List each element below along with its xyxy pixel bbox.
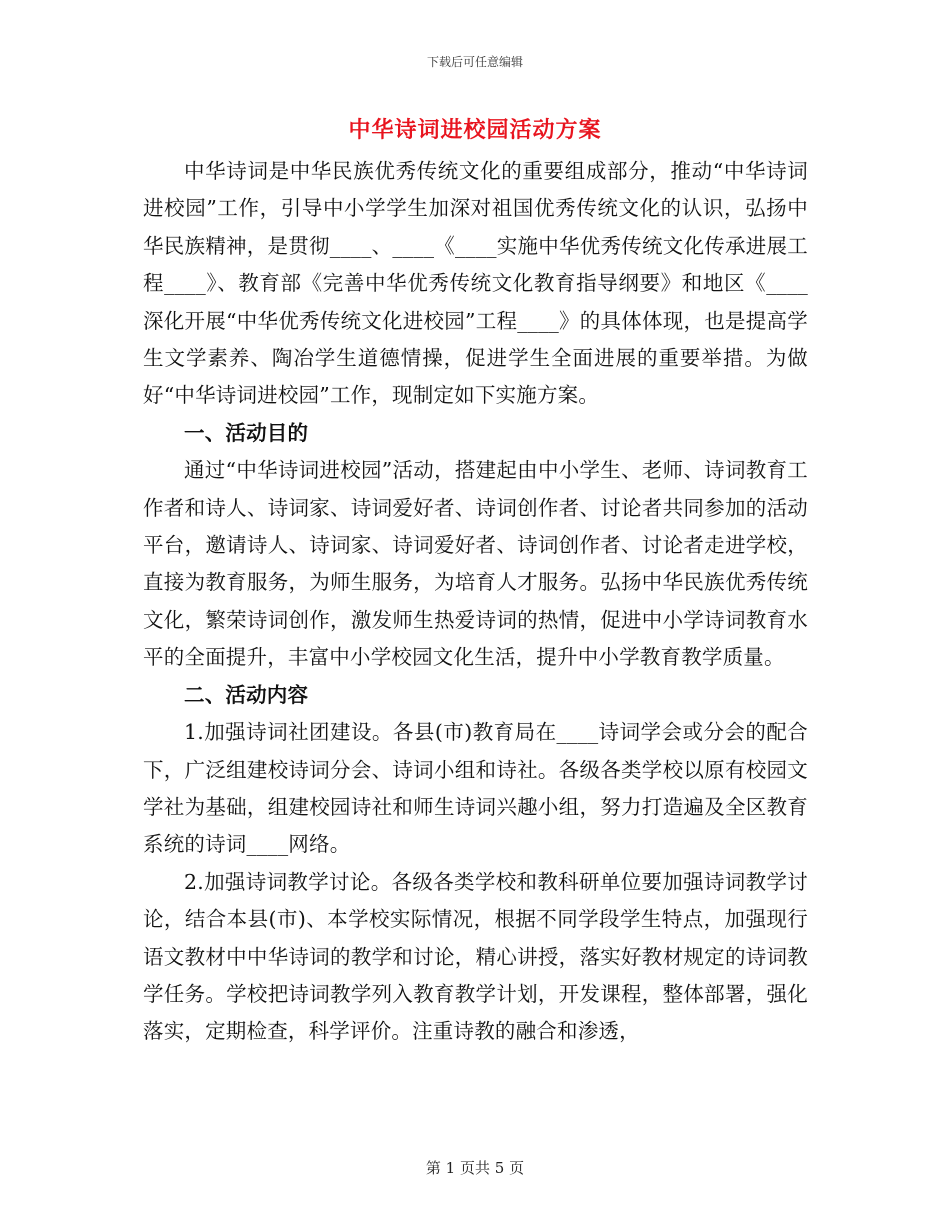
document-body: [143, 153, 808, 1051]
content-item-1: 1.加强诗词社团建设。各县(市)教育局在____诗词学会或分会的配合下，广泛组建校诗词分会、诗词小组和诗社。各级各类学校以原有校园文学社为基础，组建校园诗社和师生诗词兴趣小组，努力打造遍及全区教育系统的诗词____网络。: [143, 720, 808, 857]
page-number-footer: 第 1 页共 5 页: [425, 1159, 525, 1177]
content-item-2: 2.加强诗词教学讨论。各级各类学校和教科研单位要加强诗词教学讨论，结合本县(市)、本学校实际情况，根据不同学段学生特点，加强现行语文教材中中华诗词的教学和讨论，精心讲授，落实好教材规定的诗词教学任务。学校把诗词教学列入教育教学计划，开发课程，整体部署，强化落实，定期检查，科学评价。注重诗教的融合和渗透，: [143, 869, 808, 1044]
page-header-note: 下载后可任意编辑: [426, 55, 523, 69]
section-heading-purpose: 一、活动目的: [184, 420, 309, 445]
section-heading-content: 二、活动内容: [184, 682, 309, 707]
intro-paragraph: 中华诗词是中华民族优秀传统文化的重要组成部分，推动“中华诗词进校园”工作，引导中小学学生加深对祖国优秀传统文化的认识，弘扬中华民族精神，是贯彻____、____《____实施中华优秀传统文化传承进展工程____》、教育部《完善中华优秀传统文化教育指导纲要》和地区《____深化开展“中华优秀传统文化进校园”工程____》的具体体现，也是提高学生文学素养、陶冶学生道德情操，促进学生全面进展的重要举措。为做好“中华诗词进校园”工作，现制定如下实施方案。: [143, 159, 808, 408]
purpose-paragraph: 通过“中华诗词进校园”活动，搭建起由中小学生、老师、诗词教育工作者和诗人、诗词家、诗词爱好者、诗词创作者、讨论者共同参加的活动平台，邀请诗人、诗词家、诗词爱好者、诗词创作者、讨论者走进学校，直接为教育服务，为师生服务，为培育人才服务。弘扬中华民族优秀传统文化，繁荣诗词创作，激发师生热爱诗词的热情，促进中小学诗词教育水平的全面提升，丰富中小学校园文化生活，提升中小学教育教学质量。: [143, 458, 808, 670]
document-title: 中华诗词进校园活动方案: [348, 118, 602, 143]
